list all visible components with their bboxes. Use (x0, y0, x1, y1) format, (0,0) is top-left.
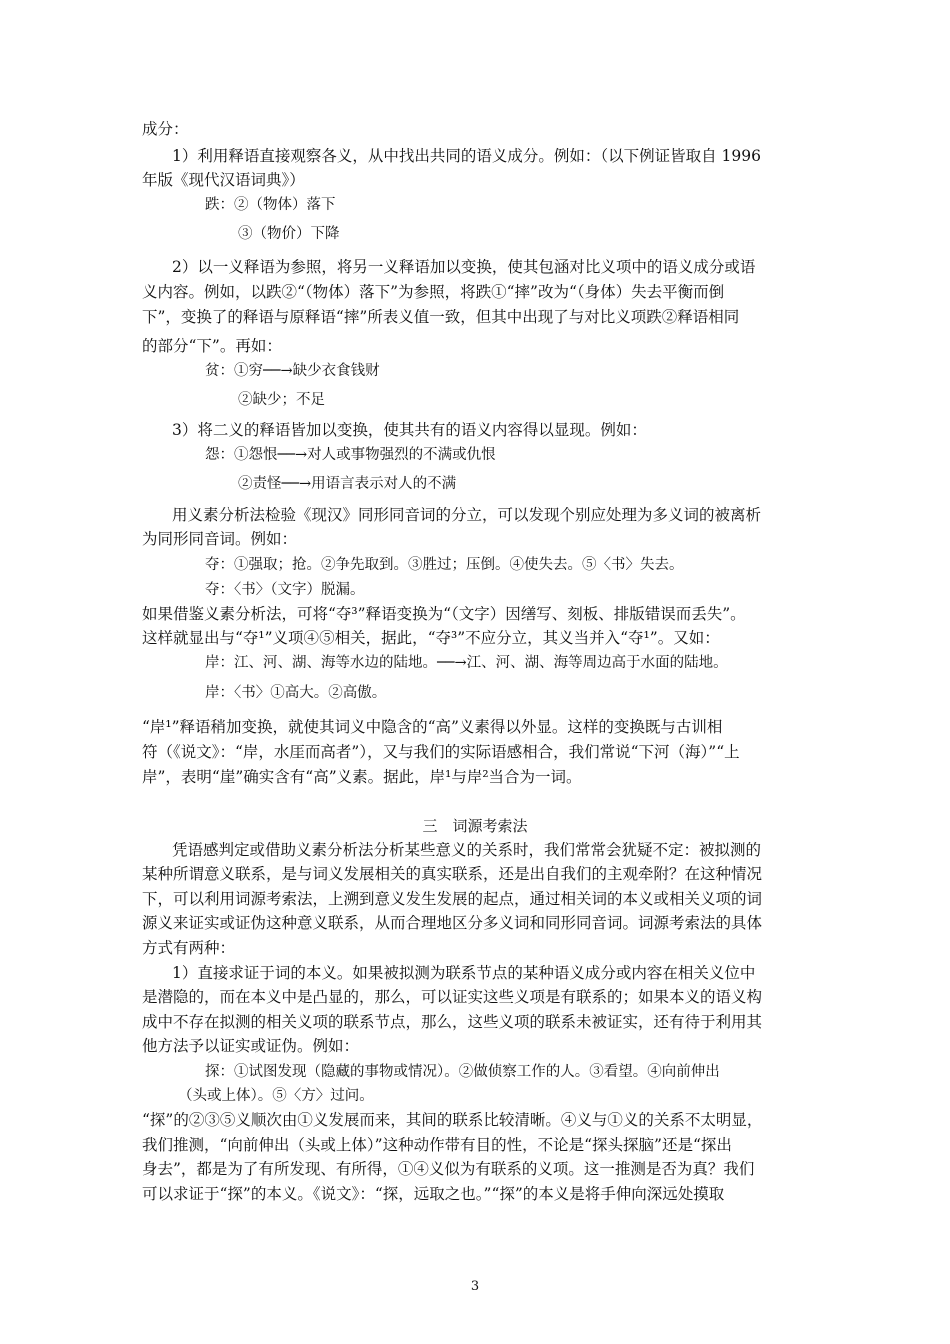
text-line: “探”的②③⑤义顺次由①义发展而来，其间的联系比较清晰。④义与①义的关系不太明显， (142, 1111, 763, 1129)
text-line: 我们推测，“向前伸出（头或上体）”这种动作带有目的性，不论是“探头探脑”还是“探出 (142, 1136, 732, 1154)
text-line: 义内容。例如，以跌②“（物体）落下”为参照，将跌①“摔”改为“（身体）失去平衡而倒 (142, 283, 725, 301)
text-line: 凭语感判定或借助义素分析法分析某些意义的关系时，我们常常会犹疑不定：被拟测的 (172, 841, 762, 859)
text-line: “岸¹”释语稍加变换，就使其词义中隐含的“高”义素得以外显。这样的变换既与古训相 (142, 718, 723, 736)
section-heading: 三 词源考索法 (422, 817, 528, 835)
example-line: ③（物价）下降 (238, 226, 340, 242)
text-line: 身去”，都是为了有所发现、有所得，①④义似为有联系的义项。这一推测是否为真？我们 (142, 1160, 755, 1178)
example-line: 夺：〈书〉（文字）脱漏。 (205, 582, 365, 598)
text-line: 某种所谓意义联系，是与词义发展相关的真实联系，还是出自我们的主观牵附？在这种情况 (142, 865, 763, 883)
text-line: 可以求证于“探”的本义。《说文》：“探，远取之也。”“探”的本义是将手伸向深远处摸取 (142, 1185, 725, 1203)
example-line: 跌：②（物体）落下 (205, 197, 336, 213)
example-line: 探：①试图发现（隐藏的事物或情况）。②做侦察工作的人。③看望。④向前伸出 (205, 1064, 720, 1080)
example-line: （头或上体）。⑤〈方〉过问。 (178, 1088, 374, 1104)
text-line: 成中不存在拟测的相关义项的联系节点，那么，这些义项的联系未被证实，还有待于利用其 (142, 1013, 763, 1031)
page-number: 3 (470, 1279, 480, 1294)
text-line: 成分： (142, 120, 189, 138)
example-line: ②责怪──→用语言表示对人的不满 (238, 476, 457, 492)
text-line: 方式有两种： (142, 939, 236, 957)
text-line: 如果借鉴义素分析法，可将“夺³”释语变换为“（文字）因缮写、刻板、排版错误而丢失”。 (142, 605, 746, 623)
example-line: 夺：①强取；抢。②争先取到。③胜过；压倒。④使失去。⑤〈书〉失去。 (205, 557, 684, 573)
text-line: 这样就显出与“夺¹”义项④⑤相关，据此，“夺³”不应分立，其义当并入“夺¹”。又如： (142, 629, 720, 647)
text-line: 他方法予以证实或证伪。例如： (142, 1037, 360, 1055)
text-line: 源义来证实或证伪这种意义联系，从而合理地区分多义词和同形同音词。词源考索法的具体 (142, 914, 763, 932)
text-line: 1）利用释语直接观察各义，从中找出共同的语义成分。例如：（以下例证皆取自 1996 (172, 147, 761, 165)
example-line: 怨：①怨恨──→对人或事物强烈的不满或仇恨 (205, 447, 496, 463)
example-line: 岸：江、河、湖、海等水边的陆地。──→江、河、湖、海等周边高于水面的陆地。 (205, 655, 728, 671)
text-line: 是潜隐的，而在本义中是凸显的，那么，可以证实这些义项是有联系的；如果本义的语义构 (142, 988, 763, 1006)
text-line: 符（《说文》：“岸，水厓而高者”），又与我们的实际语感相合，我们常说“下河（海）”“上 (142, 743, 740, 761)
text-line: 年版《现代汉语词典》） (142, 171, 305, 189)
text-line: 用义素分析法检验《现汉》同形同音词的分立，可以发现个别应处理为多义词的被离析 (172, 506, 762, 524)
example-line: ②缺少；不足 (238, 392, 325, 408)
text-line: 的部分“下”。再如： (142, 337, 282, 355)
text-line: 下”，变换了的释语与原释语“摔”所表义值一致，但其中出现了与对比义项跌②释语相同 (142, 308, 740, 326)
example-line: 贫：①穷──→缺少衣食钱财 (205, 363, 380, 379)
text-line: 2）以一义释语为参照，将另一义释语加以变换，使其包涵对比义项中的语义成分或语 (172, 258, 756, 276)
text-line: 岸”，表明“崖”确实含有“高”义素。据此，岸¹与岸²当合为一词。 (142, 768, 582, 786)
text-line: 3）将二义的释语皆加以变换，使其共有的语义内容得以显现。例如： (172, 421, 647, 439)
text-line: 1）直接求证于词的本义。如果被拟测为联系节点的某种语义成分或内容在相关义位中 (172, 964, 756, 982)
text-line: 下，可以利用词源考索法，上溯到意义发生发展的起点，通过相关词的本义或相关义项的词 (142, 890, 763, 908)
example-line: 岸：〈书〉①高大。②高傲。 (205, 685, 387, 701)
text-line: 为同形同音词。例如： (142, 530, 298, 548)
